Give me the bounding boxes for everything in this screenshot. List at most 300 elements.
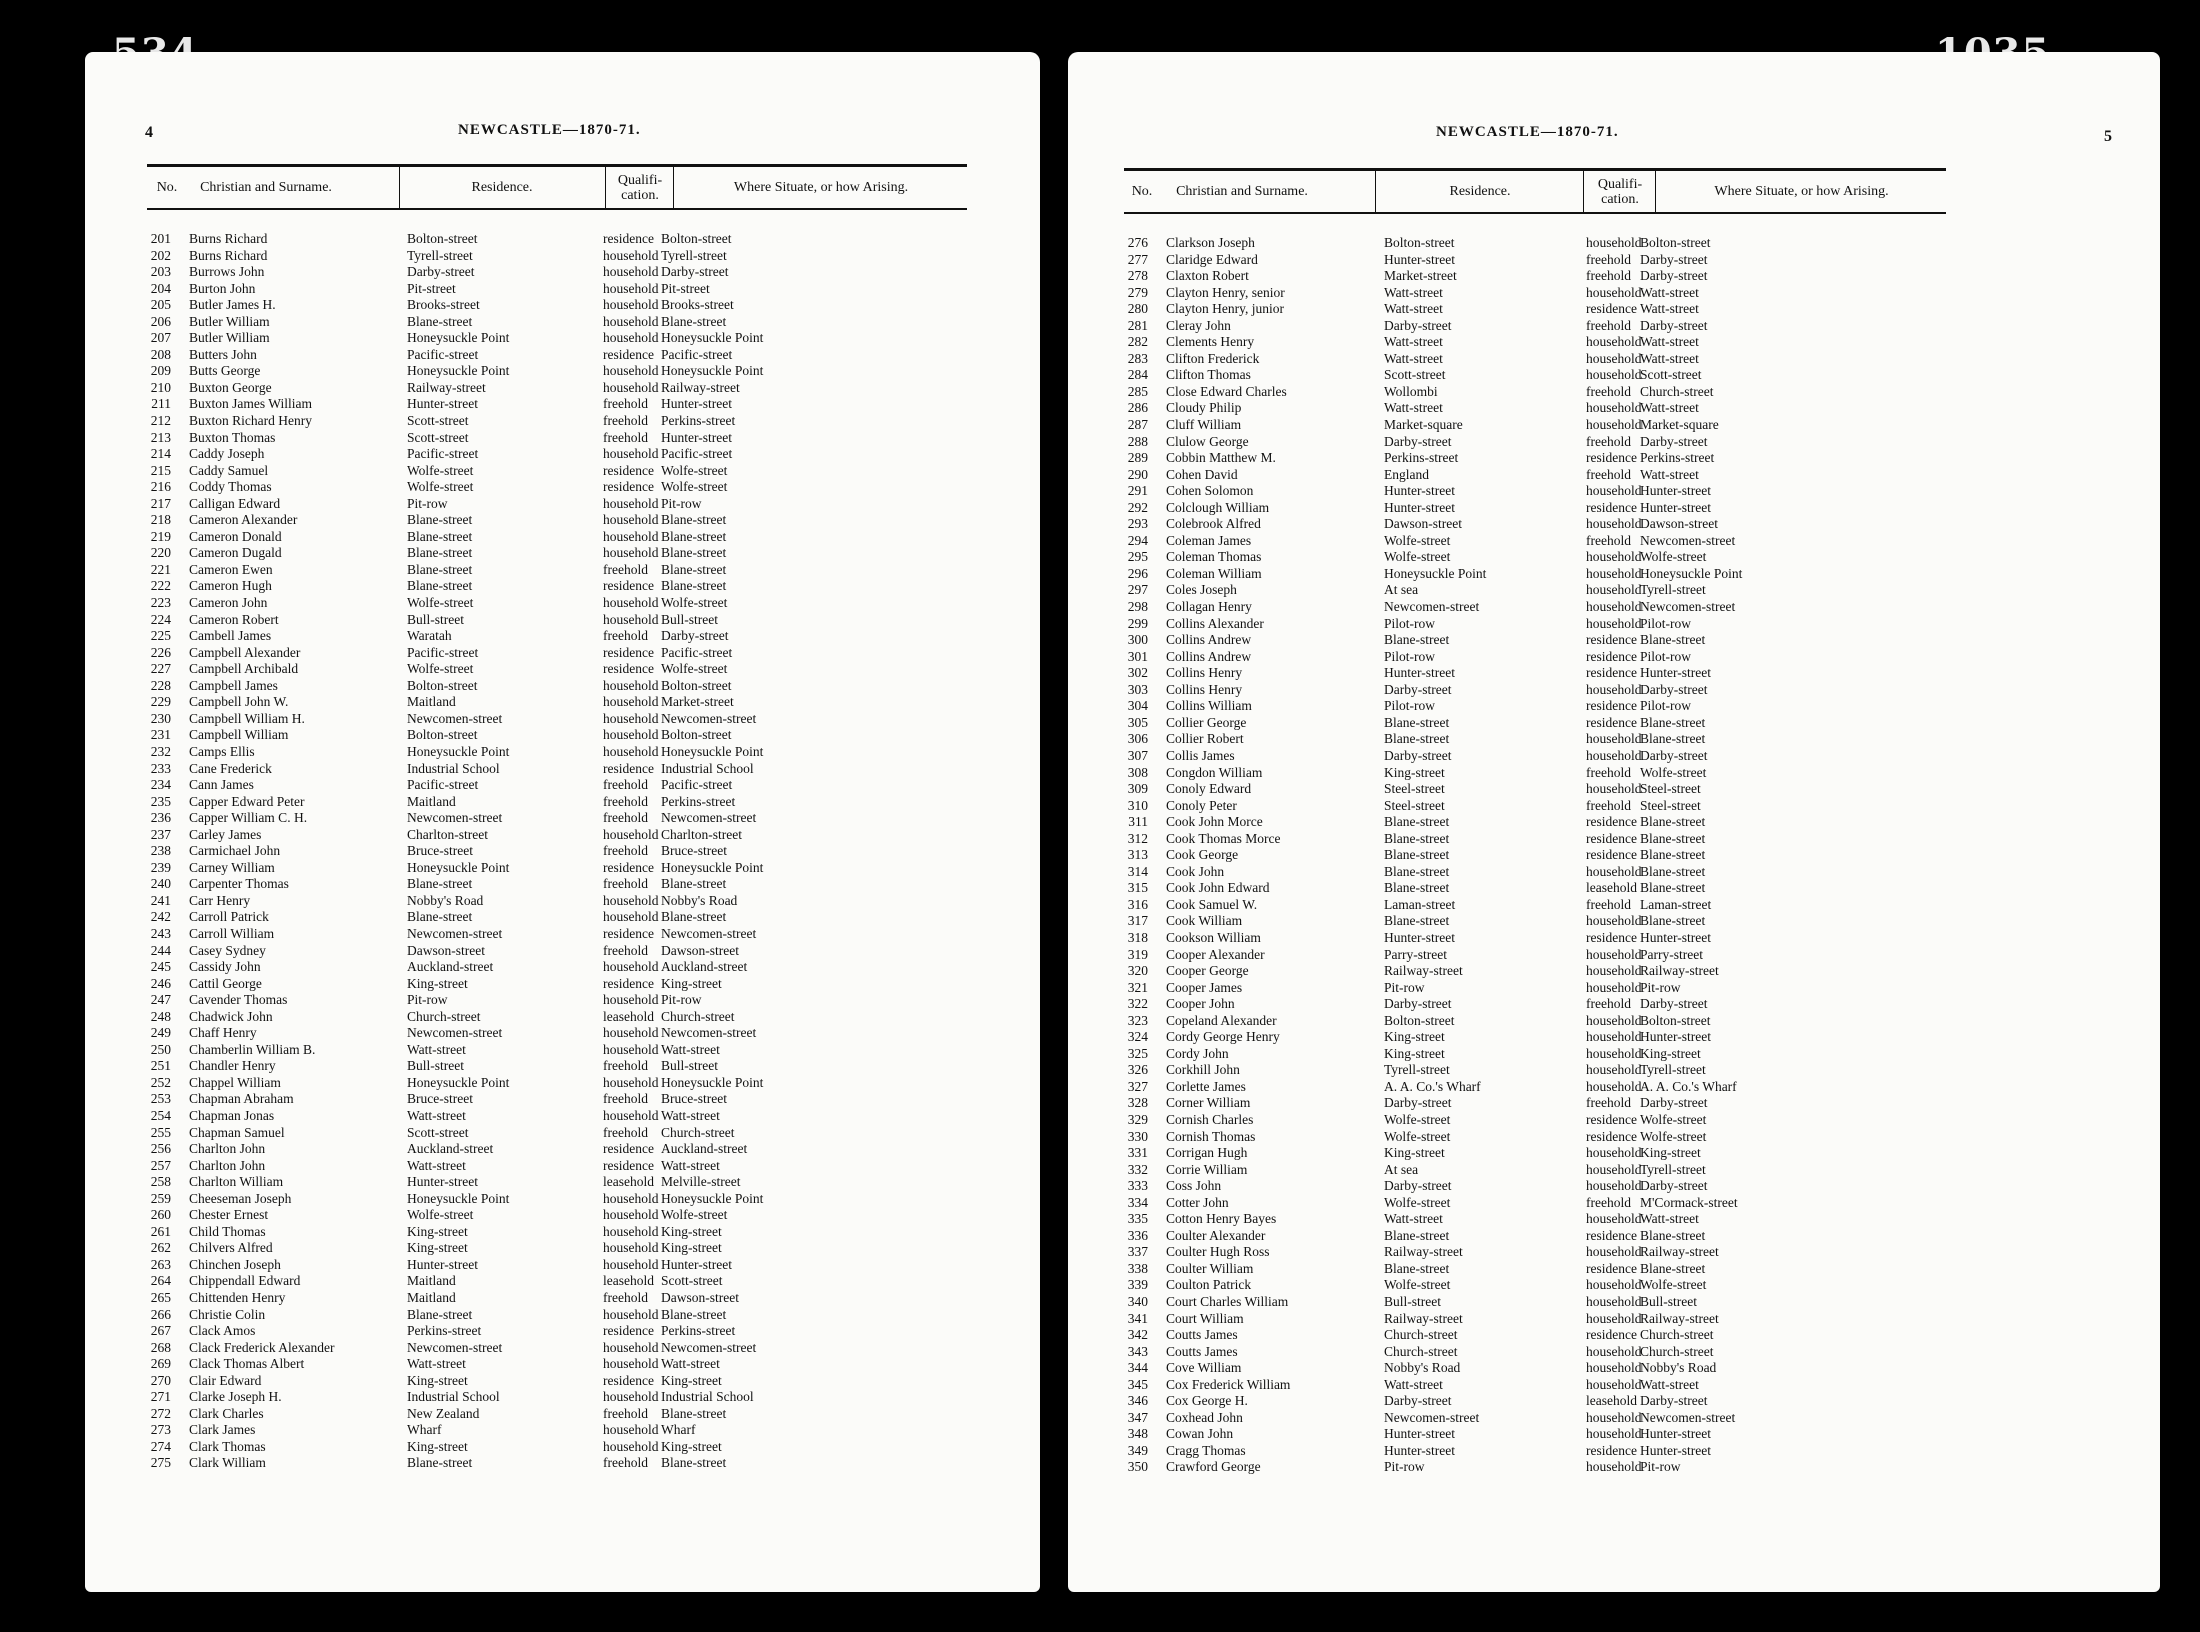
entry-where: Newcomen-street	[1640, 1409, 1736, 1425]
entry-residence: Church-street	[1384, 1327, 1458, 1343]
left-page	[85, 52, 1040, 1592]
list-item	[147, 1356, 967, 1373]
entry-residence: At sea	[1384, 1161, 1419, 1177]
entry-qualification: household	[1586, 1029, 1642, 1045]
entry-qualification: freehold	[603, 396, 648, 412]
entry-qualification: freehold	[603, 429, 648, 445]
entry-number: 255	[150, 1124, 171, 1140]
entry-qualification: freehold	[1586, 383, 1631, 399]
entry-number: 212	[150, 413, 171, 429]
entry-residence: Market-street	[1384, 268, 1457, 284]
entry-number: 223	[150, 595, 171, 611]
entry-residence: Honeysuckle Point	[407, 859, 510, 875]
list-item	[1124, 351, 1946, 368]
entry-where: Melville-street	[661, 1174, 741, 1190]
list-item	[1124, 301, 1946, 318]
entry-where: Honeysuckle Point	[661, 363, 764, 379]
entry-where: Tyrell-street	[661, 247, 727, 263]
entry-qualification: residence	[603, 661, 654, 677]
list-item	[1124, 268, 1946, 285]
list-item	[147, 479, 967, 496]
entry-name: Cassidy John	[189, 959, 261, 975]
entry-number: 202	[150, 247, 171, 263]
entry-residence: Perkins-street	[1384, 450, 1459, 466]
list-item	[147, 1290, 967, 1307]
entry-name: Clarke Joseph H.	[189, 1389, 282, 1405]
entry-name: Chadwick John	[189, 1008, 273, 1024]
entry-number: 302	[1127, 665, 1148, 681]
entry-where: King-street	[1640, 1045, 1701, 1061]
list-item	[1124, 1112, 1946, 1129]
entry-qualification: freehold	[1586, 317, 1631, 333]
entry-residence: Church-street	[407, 1008, 481, 1024]
entry-qualification: household	[1586, 483, 1642, 499]
entry-where: Bolton-street	[1640, 235, 1711, 250]
entry-name: Collins Henry	[1166, 681, 1243, 697]
list-item	[147, 578, 967, 595]
entry-name: Clark William	[189, 1455, 266, 1471]
entry-name: Cohen David	[1166, 466, 1238, 482]
entry-qualification: freehold	[1586, 532, 1631, 548]
entry-where: Hunter-street	[1640, 499, 1711, 515]
entry-number: 338	[1127, 1260, 1148, 1276]
entry-qualification: household	[1586, 913, 1642, 929]
list-item	[147, 810, 967, 827]
entry-where: Market-street	[661, 694, 734, 710]
list-item	[1124, 1393, 1946, 1410]
entry-qualification: residence	[1586, 499, 1637, 515]
list-item	[1124, 1046, 1946, 1063]
entry-name: Collier George	[1166, 714, 1247, 730]
list-item	[147, 1125, 967, 1142]
list-item	[1124, 1062, 1946, 1079]
entry-number: 226	[150, 644, 171, 660]
list-item	[1124, 1459, 1946, 1476]
entry-where: Hunter-street	[1640, 1442, 1711, 1458]
entry-number: 282	[1127, 334, 1148, 350]
entry-qualification: residence	[603, 760, 654, 776]
entry-name: Cameron Alexander	[189, 512, 298, 528]
entry-name: Clack Frederick Alexander	[189, 1339, 335, 1355]
entry-where: Market-square	[1640, 417, 1719, 433]
entry-name: Burns Richard	[189, 231, 268, 246]
entry-residence: Newcomen-street	[407, 925, 503, 941]
entry-residence: Pilot-row	[1384, 615, 1436, 631]
entry-name: Chinchen Joseph	[189, 1256, 281, 1272]
entry-number: 266	[150, 1306, 171, 1322]
entry-where: Nobby's Road	[661, 892, 738, 908]
list-item	[147, 744, 967, 761]
entry-residence: New Zealand	[407, 1405, 480, 1421]
entry-where: Newcomen-street	[661, 1339, 757, 1355]
entry-number: 269	[150, 1356, 171, 1372]
entry-residence: King-street	[407, 1240, 468, 1256]
list-item	[147, 992, 967, 1009]
entry-number: 349	[1127, 1442, 1148, 1458]
entry-where: Blane-street	[1640, 880, 1706, 896]
entry-number: 218	[150, 512, 171, 528]
entry-where: Newcomen-street	[1640, 599, 1736, 615]
entry-name: Collagan Henry	[1166, 599, 1252, 615]
entry-number: 318	[1127, 929, 1148, 945]
entry-number: 293	[1127, 516, 1148, 532]
entry-residence: Church-street	[1384, 1343, 1458, 1359]
list-item	[147, 1389, 967, 1406]
entry-qualification: household	[603, 992, 659, 1008]
entry-number: 330	[1127, 1128, 1148, 1144]
list-item	[147, 661, 967, 678]
list-item	[147, 860, 967, 877]
entry-where: Pit-row	[1640, 1459, 1681, 1475]
entry-number: 329	[1127, 1111, 1148, 1127]
list-item	[147, 1191, 967, 1208]
entry-number: 317	[1127, 913, 1148, 929]
entry-where: Hunter-street	[661, 396, 732, 412]
entry-residence: Maitland	[407, 793, 456, 809]
header-residence: Residence.	[399, 167, 604, 208]
entry-residence: Blane-street	[407, 313, 473, 329]
entry-qualification: household	[603, 1240, 659, 1256]
entry-residence: Darby-street	[1384, 433, 1452, 449]
entry-qualification: residence	[603, 479, 654, 495]
entry-number: 335	[1127, 1211, 1148, 1227]
entry-qualification: household	[1586, 1145, 1642, 1161]
entry-where: Dawson-street	[661, 942, 739, 958]
entry-qualification: freehold	[603, 1124, 648, 1140]
list-item	[1124, 1410, 1946, 1427]
entry-where: Blane-street	[661, 512, 727, 528]
entry-name: Cotton Henry Bayes	[1166, 1211, 1277, 1227]
list-item	[1124, 897, 1946, 914]
entry-number: 270	[150, 1372, 171, 1388]
list-item	[147, 496, 967, 513]
entry-where: Watt-street	[1640, 284, 1699, 300]
entry-name: Coutts James	[1166, 1343, 1238, 1359]
entry-residence: Watt-street	[1384, 1211, 1443, 1227]
entry-qualification: residence	[603, 925, 654, 941]
list-item	[1124, 549, 1946, 566]
entry-qualification: freehold	[1586, 797, 1631, 813]
entry-number: 316	[1127, 896, 1148, 912]
entry-qualification: residence	[1586, 1111, 1637, 1127]
entry-where: Brooks-street	[661, 297, 734, 313]
entry-where: Perkins-street	[661, 413, 736, 429]
entry-residence: Blane-street	[1384, 1227, 1450, 1243]
entry-number: 217	[150, 495, 171, 511]
entry-name: Clark Charles	[189, 1405, 264, 1421]
header-no: No.	[156, 180, 178, 195]
entry-number: 213	[150, 429, 171, 445]
entry-residence: Hunter-street	[1384, 665, 1455, 681]
list-item	[1124, 864, 1946, 881]
entry-where: Blane-street	[661, 545, 727, 561]
entry-number: 276	[1127, 235, 1148, 250]
entry-residence: Blane-street	[407, 876, 473, 892]
entry-where: Pit-street	[661, 280, 710, 296]
entry-number: 307	[1127, 747, 1148, 763]
entry-name: Claridge Edward	[1166, 251, 1258, 267]
entry-residence: Bolton-street	[407, 727, 478, 743]
entry-where: Wolfe-street	[661, 462, 728, 478]
entry-residence: Scott-street	[407, 429, 469, 445]
entry-number: 308	[1127, 764, 1148, 780]
entry-name: Cook John Edward	[1166, 880, 1270, 896]
list-item	[1124, 963, 1946, 980]
entry-residence: Industrial School	[407, 760, 500, 776]
list-item	[147, 1340, 967, 1357]
entry-name: Coles Joseph	[1166, 582, 1237, 598]
entry-number: 249	[150, 1025, 171, 1041]
entry-qualification: household	[603, 363, 659, 379]
entry-residence: Wolfe-street	[407, 479, 474, 495]
list-item	[1124, 500, 1946, 517]
entry-residence: Honeysuckle Point	[407, 363, 510, 379]
entry-number: 233	[150, 760, 171, 776]
entry-number: 260	[150, 1207, 171, 1223]
entry-number: 224	[150, 611, 171, 627]
entry-qualification: leasehold	[603, 1174, 654, 1190]
entry-number: 263	[150, 1256, 171, 1272]
entry-qualification: freehold	[603, 561, 648, 577]
entry-residence: Honeysuckle Point	[407, 1074, 510, 1090]
entry-residence: Scott-street	[1384, 367, 1446, 383]
entry-residence: Pit-row	[1384, 979, 1425, 995]
entry-qualification: residence	[1586, 714, 1637, 730]
entry-qualification: residence	[1586, 301, 1637, 317]
entry-name: Collier Robert	[1166, 731, 1244, 747]
entry-qualification: household	[1586, 400, 1642, 416]
entry-residence: Darby-street	[1384, 996, 1452, 1012]
entry-name: Corrigan Hugh	[1166, 1145, 1248, 1161]
entry-name: Campbell Archibald	[189, 661, 299, 677]
list-item	[1124, 798, 1946, 815]
entry-number: 228	[150, 677, 171, 693]
entry-qualification: household	[1586, 549, 1642, 565]
entry-where: Honeysuckle Point	[661, 1074, 764, 1090]
entry-name: Chilvers Alfred	[189, 1240, 273, 1256]
running-head: NEWCASTLE—1870-71.	[458, 122, 641, 138]
entry-residence: Auckland-street	[407, 959, 494, 975]
list-item	[147, 1439, 967, 1456]
entry-name: Coss John	[1166, 1178, 1222, 1194]
entry-number: 252	[150, 1074, 171, 1090]
entry-where: Darby-street	[1640, 996, 1708, 1012]
list-item	[1124, 252, 1946, 269]
entry-residence: Hunter-street	[407, 1256, 478, 1272]
entry-qualification: freehold	[1586, 1194, 1631, 1210]
entry-residence: Blane-street	[1384, 714, 1450, 730]
entry-number: 265	[150, 1290, 171, 1305]
entry-name: Cluff William	[1166, 417, 1242, 433]
entry-number: 341	[1127, 1310, 1148, 1326]
list-item	[147, 1075, 967, 1092]
list-item	[1124, 1277, 1946, 1294]
list-item	[1124, 285, 1946, 302]
entry-residence: Blane-street	[1384, 731, 1450, 747]
entry-name: Cornish Thomas	[1166, 1128, 1256, 1144]
entry-name: Chaff Henry	[189, 1025, 257, 1041]
entry-name: Cleray John	[1166, 317, 1231, 333]
entry-number: 203	[150, 264, 171, 280]
entry-qualification: residence	[1586, 1442, 1637, 1458]
entry-residence: Watt-street	[407, 1157, 466, 1173]
list-item	[1124, 698, 1946, 715]
entry-name: Copeland Alexander	[1166, 1012, 1277, 1028]
entry-number: 234	[150, 777, 171, 793]
entry-name: Clark Thomas	[189, 1438, 266, 1454]
entry-number: 309	[1127, 781, 1148, 797]
entry-name: Cameron Hugh	[189, 578, 272, 594]
entry-qualification: household	[603, 313, 659, 329]
entry-name: Clair Edward	[189, 1372, 262, 1388]
entry-qualification: freehold	[603, 413, 648, 429]
list-item	[1124, 417, 1946, 434]
entry-residence: Bruce-street	[407, 843, 473, 859]
entry-residence: Bull-street	[1384, 1294, 1441, 1309]
entry-number: 344	[1127, 1360, 1148, 1376]
entry-where: Watt-street	[661, 1041, 720, 1057]
list-item	[147, 794, 967, 811]
entry-residence: Darby-street	[1384, 1095, 1452, 1111]
list-item	[147, 463, 967, 480]
entry-name: Coulter Alexander	[1166, 1227, 1266, 1243]
entry-where: Darby-street	[1640, 317, 1708, 333]
list-item	[147, 943, 967, 960]
entry-residence: Newcomen-street	[1384, 599, 1480, 615]
entry-name: Clifton Thomas	[1166, 367, 1251, 383]
entry-qualification: residence	[603, 1372, 654, 1388]
entry-where: Newcomen-street	[1640, 532, 1736, 548]
entry-qualification: freehold	[1586, 764, 1631, 780]
entry-residence: Newcomen-street	[407, 710, 503, 726]
entry-qualification: household	[1586, 565, 1642, 581]
entry-residence: Bolton-street	[1384, 235, 1455, 250]
list-item	[147, 595, 967, 612]
entry-qualification: household	[1586, 417, 1642, 433]
entry-number: 248	[150, 1008, 171, 1024]
entry-residence: Maitland	[407, 1290, 456, 1305]
entry-name: Cornish Charles	[1166, 1111, 1254, 1127]
entry-name: Buxton James William	[189, 396, 312, 412]
list-item	[1124, 1013, 1946, 1030]
entry-name: Cowan John	[1166, 1426, 1234, 1442]
list-item	[147, 545, 967, 562]
entry-number: 272	[150, 1405, 171, 1421]
entry-number: 327	[1127, 1078, 1148, 1094]
entry-name: Crawford George	[1166, 1459, 1261, 1475]
entry-qualification: leasehold	[603, 1273, 654, 1289]
entry-where: Blane-street	[1640, 1260, 1706, 1276]
entry-qualification: leasehold	[1586, 880, 1637, 896]
entry-where: Pilot-row	[1640, 698, 1692, 714]
entry-where: Railway-street	[661, 379, 740, 395]
entry-residence: Watt-street	[1384, 301, 1443, 317]
entry-qualification: household	[1586, 863, 1642, 879]
entry-name: Cox George H.	[1166, 1393, 1248, 1409]
entry-number: 320	[1127, 963, 1148, 979]
running-head: NEWCASTLE—1870-71.	[1436, 124, 1619, 140]
entry-name: Campbell William	[189, 727, 289, 743]
entry-residence: Hunter-street	[1384, 499, 1455, 515]
entry-number: 256	[150, 1141, 171, 1157]
entry-residence: King-street	[1384, 764, 1445, 780]
entry-residence: Blane-street	[407, 545, 473, 561]
entry-name: Burns Richard	[189, 247, 268, 263]
entry-number: 310	[1127, 797, 1148, 813]
entry-qualification: residence	[603, 231, 654, 246]
entry-name: Colebrook Alfred	[1166, 516, 1261, 532]
list-item	[147, 777, 967, 794]
entry-name: Clements Henry	[1166, 334, 1255, 350]
entry-name: Cotter John	[1166, 1194, 1229, 1210]
entry-name: Coddy Thomas	[189, 479, 272, 495]
entry-qualification: residence	[1586, 1260, 1637, 1276]
entry-residence: Railway-street	[1384, 1244, 1463, 1260]
entry-qualification: residence	[1586, 665, 1637, 681]
entry-number: 205	[150, 297, 171, 313]
entry-qualification: leasehold	[603, 1008, 654, 1024]
list-item	[1124, 483, 1946, 500]
list-item	[147, 1323, 967, 1340]
entry-residence: King-street	[1384, 1029, 1445, 1045]
entry-residence: Pilot-row	[1384, 648, 1436, 664]
entry-where: Parry-street	[1640, 946, 1703, 962]
entry-residence: Blane-street	[407, 1455, 473, 1471]
entry-where: Railway-street	[1640, 963, 1719, 979]
entry-where: Tyrell-street	[1640, 582, 1706, 598]
entry-residence: Watt-street	[1384, 334, 1443, 350]
entry-where: Auckland-street	[661, 959, 748, 975]
entry-qualification: household	[603, 264, 659, 280]
entry-number: 315	[1127, 880, 1148, 896]
list-item	[147, 347, 967, 364]
entry-where: Blane-street	[661, 1455, 727, 1471]
entry-qualification: freehold	[1586, 896, 1631, 912]
entry-residence: Watt-street	[1384, 284, 1443, 300]
entry-qualification: household	[1586, 615, 1642, 631]
entry-where: Perkins-street	[661, 1323, 736, 1339]
list-item	[1124, 1145, 1946, 1162]
entry-name: Cameron Ewen	[189, 561, 273, 577]
entry-name: Cattil George	[189, 975, 262, 991]
entry-name: Congdon William	[1166, 764, 1263, 780]
entry-name: Carroll Patrick	[189, 909, 269, 925]
entry-residence: Wharf	[407, 1422, 442, 1438]
list-item	[1124, 913, 1946, 930]
entry-number: 277	[1127, 251, 1148, 267]
entry-name: Coleman Thomas	[1166, 549, 1262, 565]
entry-where: King-street	[661, 1240, 722, 1256]
entry-name: Buxton Thomas	[189, 429, 276, 445]
list-item	[147, 281, 967, 298]
entry-residence: A. A. Co.'s Wharf	[1384, 1078, 1481, 1094]
entry-residence: Wolfe-street	[407, 661, 474, 677]
entry-residence: Waratah	[407, 628, 452, 644]
entry-residence: At sea	[1384, 582, 1419, 598]
entry-number: 207	[150, 330, 171, 346]
entry-qualification: household	[603, 330, 659, 346]
entry-qualification: household	[1586, 599, 1642, 615]
list-item	[1124, 947, 1946, 964]
entry-where: Watt-street	[1640, 301, 1699, 317]
entry-name: Cordy John	[1166, 1045, 1229, 1061]
entry-where: Pacific-street	[661, 446, 733, 462]
entry-where: Steel-street	[1640, 797, 1701, 813]
entry-number: 336	[1127, 1227, 1148, 1243]
entry-where: Wolfe-street	[661, 595, 728, 611]
entry-residence: Steel-street	[1384, 781, 1445, 797]
entry-number: 209	[150, 363, 171, 379]
